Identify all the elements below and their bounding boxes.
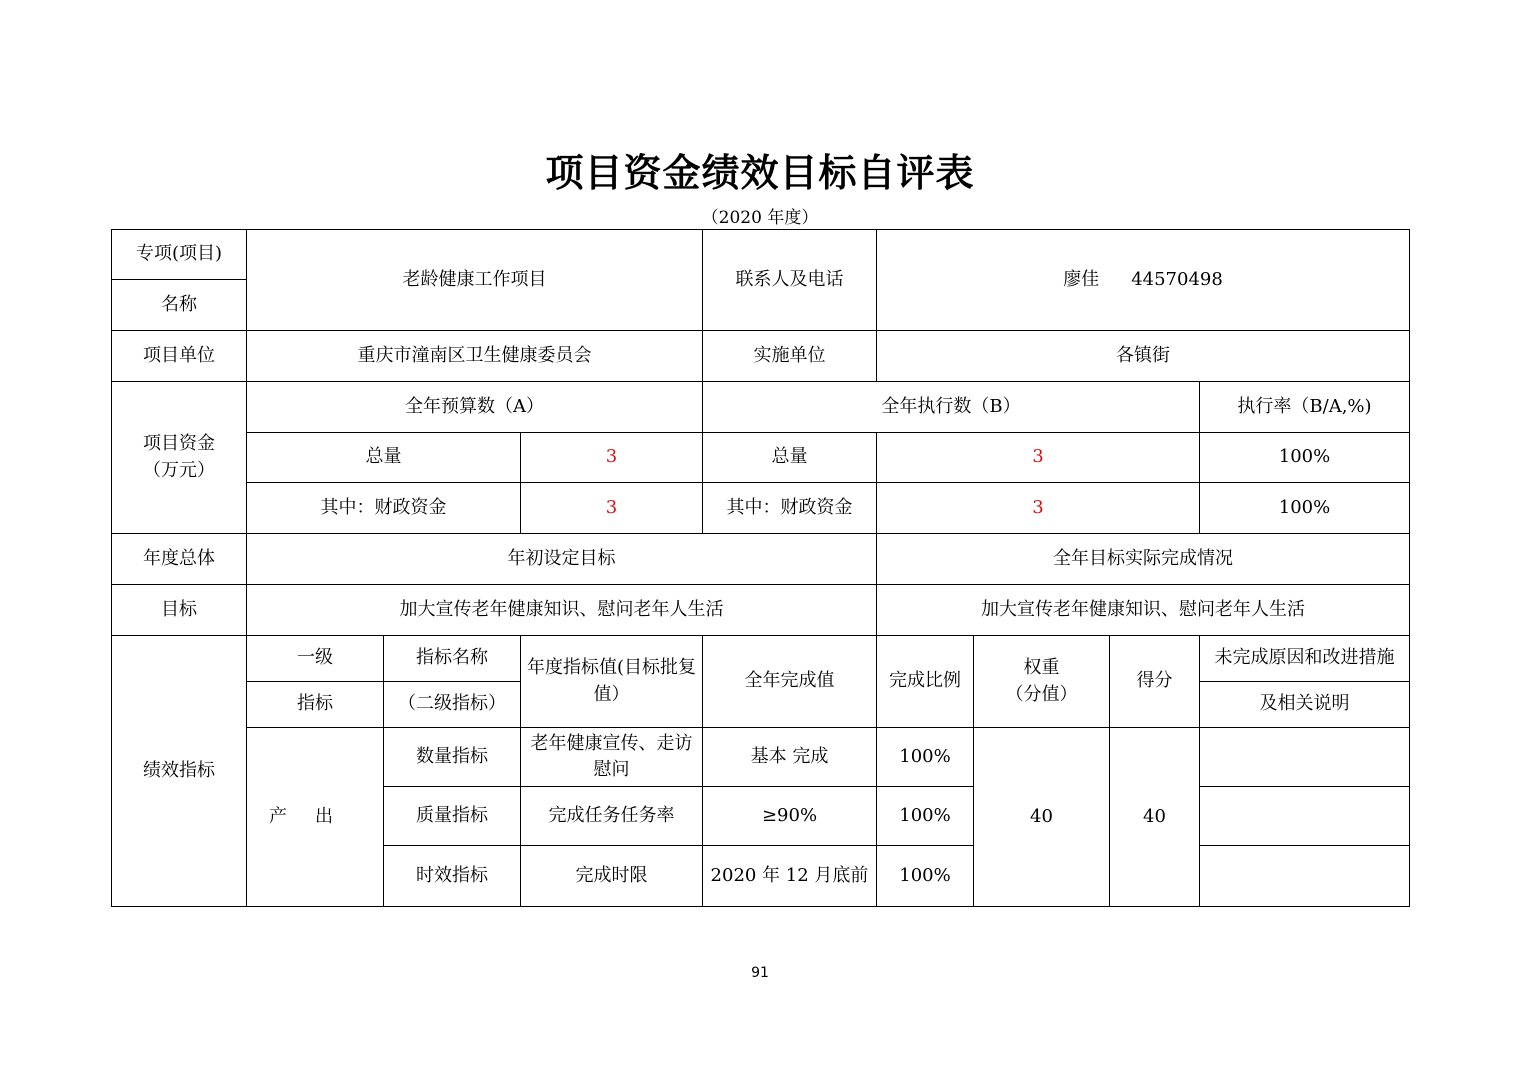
- exec-header: 全年执行数（B）: [703, 382, 1200, 433]
- indicator-reason: [1200, 846, 1410, 907]
- indicator-ratio: 100%: [877, 846, 974, 907]
- project-unit-label: 项目单位: [112, 331, 247, 382]
- goals-actual-header: 全年目标实际完成情况: [877, 534, 1410, 585]
- indicator-actual: ≥90%: [703, 787, 877, 846]
- category-cell: [247, 728, 384, 907]
- performance-label: 绩效指标: [112, 636, 247, 907]
- goals-label-top: 年度总体: [112, 534, 247, 585]
- score-value: 40: [1110, 728, 1200, 907]
- project-name-value: 老龄健康工作项目: [247, 230, 703, 331]
- goals-label-bottom: 目标: [112, 585, 247, 636]
- contact-name: 廖佳: [1063, 268, 1100, 290]
- budget-total-value: 3: [521, 433, 703, 483]
- exec-total-label: 总量: [703, 433, 877, 483]
- impl-unit-value: 各镇街: [877, 331, 1410, 382]
- indicator-name: 数量指标: [384, 728, 521, 787]
- indicator-actual: 基本 完成: [703, 728, 877, 787]
- goals-actual-value: 加大宣传老年健康知识、慰问老年人生活: [877, 585, 1410, 636]
- exec-total-value: 3: [877, 433, 1200, 483]
- evaluation-table: [111, 229, 1410, 907]
- contact-phone: 44570498: [1131, 268, 1223, 290]
- page-number: 91: [751, 965, 769, 981]
- indicator-reason: [1200, 787, 1410, 846]
- ratio-header: 完成比例: [877, 636, 974, 728]
- project-name-label-top: 专项(项目): [112, 230, 247, 280]
- weight-header: [974, 636, 1110, 728]
- rate-total-value: 100%: [1200, 433, 1410, 483]
- level1-header-bottom: 指标: [247, 682, 384, 728]
- budget-fiscal-label: 其中：财政资金: [247, 483, 521, 534]
- indicator-ratio: 100%: [877, 787, 974, 846]
- score-header: 得分: [1110, 636, 1200, 728]
- reason-header-top: 未完成原因和改进措施: [1200, 636, 1410, 682]
- indicator-target: 老年健康宣传、走访慰问: [521, 728, 703, 787]
- budget-fiscal-value: 3: [521, 483, 703, 534]
- funds-label-line2: （万元）: [143, 459, 215, 481]
- funds-label: [112, 382, 247, 534]
- exec-fiscal-value: 3: [877, 483, 1200, 534]
- reason-header-bottom: 及相关说明: [1200, 682, 1410, 728]
- contact-label: 联系人及电话: [703, 230, 877, 331]
- budget-header: 全年预算数（A）: [247, 382, 703, 433]
- indicator-actual: 2020 年 12 月底前: [703, 846, 877, 907]
- impl-unit-label: 实施单位: [703, 331, 877, 382]
- goals-planned-value: 加大宣传老年健康知识、慰问老年人生活: [247, 585, 877, 636]
- rate-header: 执行率（B/A,%): [1200, 382, 1410, 433]
- category-label: 产出: [269, 805, 361, 827]
- indicator-reason: [1200, 728, 1410, 787]
- weight-value: 40: [974, 728, 1110, 907]
- year-subtitle: （2020 年度）: [701, 208, 819, 228]
- actual-header: 全年完成值: [703, 636, 877, 728]
- indicator-ratio: 100%: [877, 728, 974, 787]
- contact-value: [877, 230, 1410, 331]
- project-name-label-bottom: 名称: [112, 280, 247, 331]
- weight-header-line2: （分值）: [1005, 683, 1078, 705]
- goals-planned-header: 年初设定目标: [247, 534, 877, 585]
- target-header: 年度指标值(目标批复值）: [521, 636, 703, 728]
- page-title: 项目资金绩效目标自评表: [545, 151, 975, 195]
- indicator-name-header-top: 指标名称: [384, 636, 521, 682]
- indicator-target: 完成任务任务率: [521, 787, 703, 846]
- indicator-name: 质量指标: [384, 787, 521, 846]
- indicator-name: 时效指标: [384, 846, 521, 907]
- budget-total-label: 总量: [247, 433, 521, 483]
- project-unit-value: 重庆市潼南区卫生健康委员会: [247, 331, 703, 382]
- exec-fiscal-label: 其中：财政资金: [703, 483, 877, 534]
- rate-fiscal-value: 100%: [1200, 483, 1410, 534]
- indicator-name-header-bottom: （二级指标）: [384, 682, 521, 728]
- weight-header-line1: 权重: [1023, 657, 1060, 679]
- level1-header-top: 一级: [247, 636, 384, 682]
- indicator-target: 完成时限: [521, 846, 703, 907]
- funds-label-line1: 项目资金: [143, 433, 215, 455]
